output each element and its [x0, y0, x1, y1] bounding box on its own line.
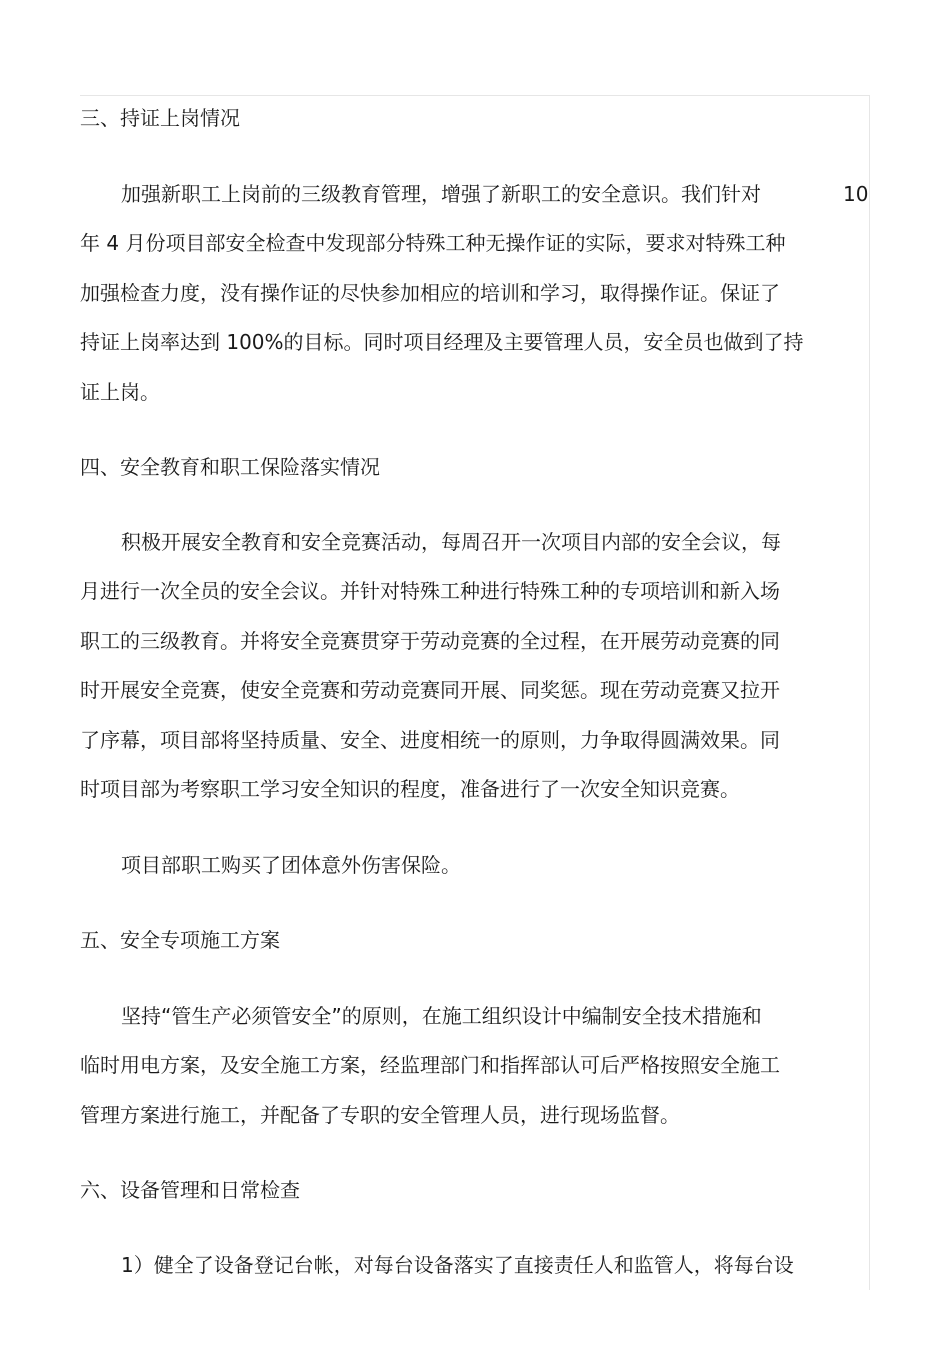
page-border-top — [80, 95, 870, 96]
paragraph-line: 了序幕，项目部将坚持质量、安全、进度相统一的原则，力争取得圆满效果。同 — [80, 728, 780, 752]
paragraph-line: 年 4 月份项目部安全检查中发现部分特殊工种无操作证的实际，要求对特殊工种 — [80, 231, 786, 255]
page-number: 10 — [843, 182, 869, 206]
paragraph-line: 时项目部为考察职工学习安全知识的程度，准备进行了一次安全知识竞赛。 — [80, 777, 740, 801]
paragraph-line: 加强检查力度，没有操作证的尽快参加相应的培训和学习，取得操作证。保证了 — [80, 281, 780, 305]
paragraph-line: 项目部职工购买了团体意外伤害保险。 — [121, 853, 461, 877]
paragraph-line: 持证上岗率达到 100%的目标。同时项目经理及主要管理人员，安全员也做到了持 — [80, 330, 804, 354]
paragraph-line: 管理方案进行施工，并配备了专职的安全管理人员，进行现场监督。 — [80, 1103, 680, 1127]
paragraph-line: 证上岗。 — [80, 380, 160, 404]
paragraph-line: 加强新职工上岗前的三级教育管理，增强了新职工的安全意识。我们针对 — [121, 182, 761, 206]
paragraph-line: 坚持“管生产必须管安全”的原则，在施工组织设计中编制安全技术措施和 — [121, 1004, 762, 1028]
paragraph-line: 时开展安全竞赛，使安全竞赛和劳动竞赛同开展、同奖惩。现在劳动竞赛又拉开 — [80, 678, 780, 702]
paragraph-line: 1）健全了设备登记台帐，对每台设备落实了直接责任人和监管人，将每台设 — [121, 1253, 794, 1277]
paragraph-line: 积极开展安全教育和安全竞赛活动，每周召开一次项目内部的安全会议，每 — [121, 530, 781, 554]
section-heading: 四、安全教育和职工保险落实情况 — [80, 455, 380, 479]
section-heading: 六、设备管理和日常检查 — [80, 1178, 300, 1202]
section-heading: 三、持证上岗情况 — [80, 106, 240, 130]
page-border-right — [869, 95, 870, 1290]
paragraph-line: 临时用电方案，及安全施工方案，经监理部门和指挥部认可后严格按照安全施工 — [80, 1053, 780, 1077]
paragraph-line: 月进行一次全员的安全会议。并针对特殊工种进行特殊工种的专项培训和新入场 — [80, 579, 780, 603]
section-heading: 五、安全专项施工方案 — [80, 928, 280, 952]
paragraph-line: 职工的三级教育。并将安全竞赛贯穿于劳动竞赛的全过程，在开展劳动竞赛的同 — [80, 629, 780, 653]
